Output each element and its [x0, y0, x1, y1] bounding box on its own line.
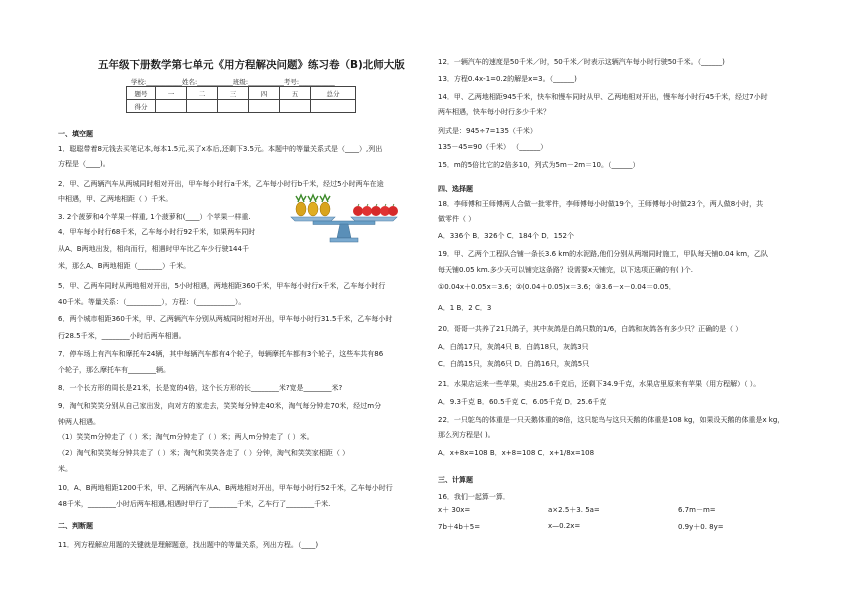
score-cell: 三 — [218, 87, 249, 100]
balance-scale-illustration — [285, 192, 403, 250]
question-line: A．白鸽17只，灰鸽4只 B．白鸽18只，灰鸽3只 — [438, 343, 589, 351]
question-line: 12．一辆汽车的速度是50千米／时，50千米／时表示这辆汽车每小时行驶50千米。（______) — [438, 58, 725, 66]
question-line: 20．哥哥一共养了21只鸽子，其中灰鸽是白鸽只数的1/6，白鸽和灰鸽各有多少只？正确的是（ ） — [438, 325, 743, 333]
question-line: 13．方程0.4x-1=0.2的解是x=3。（______) — [438, 75, 577, 83]
question-line: 48千米，________小时后两车相遇,相遇时甲行了________千米，乙车行了________千米. — [58, 500, 331, 508]
score-cell — [311, 100, 356, 113]
question-line: 14．甲、乙两地相距945千米，快车和慢车同时从甲、乙两地相对开出，慢车每小时行45千米，经过7小时 — [438, 93, 768, 101]
score-cell — [187, 100, 218, 113]
score-cell: 二 — [187, 87, 218, 100]
question-line: 行28.5千米，________小时后两车相遇。 — [58, 332, 186, 340]
question-line: 8．一个长方形的周长是21米，长是宽的4倍，这个长方形的长________米?宽是________米? — [58, 384, 343, 392]
calc-item: 7b＋4b＋5= — [438, 523, 481, 531]
question-line: 11．列方程解应用题的关键就是理解题意，找出题中的等量关系，列出方程。（____) — [58, 541, 319, 549]
question-line: 21．水果店运来一些苹果，卖出25.6千克后，还剩下34.9千克，水果店里原来有苹果（用方程解）（ ）。 — [438, 380, 761, 388]
question-line: 7．停车场上有汽车和摩托车24辆，其中每辆汽车都有4个轮子，每辆摩托车都有3个轮子，这些车共有86 — [58, 350, 384, 358]
score-cell: 一 — [156, 87, 187, 100]
question-line: 135－45=90（千米） （______） — [438, 143, 548, 151]
question-line: ①0.04x＋0.05x＝3.6；②(0.04＋0.05)x＝3.6；③3.6－x－0.04＝0.05． — [438, 283, 676, 291]
question-line: 2．甲、乙两辆汽车从两城同时相对开出，甲车每小时行a千米，乙车每小时行b千米，经过5小时两车在途 — [58, 180, 384, 188]
balance-scale-icon — [291, 217, 397, 242]
score-table-header-row — [127, 87, 356, 100]
question-line: 15．m的5倍比它的2倍多10，列式为5m－2m＝10。（______） — [438, 161, 640, 169]
question-line: 米，那么A、B两地相距（_______）千米。 — [58, 262, 191, 270]
calc-item: x＋ 30x= — [438, 506, 471, 514]
question-line: 那么列方程是( )。 — [438, 431, 495, 439]
question-line: 40千米。等量关系：（__________），方程：（___________）。 — [58, 298, 246, 306]
score-cell: 总分 — [311, 87, 356, 100]
section-heading: 三、计算题 — [438, 476, 473, 484]
question-line: 22．一只鸵鸟的体重是一只天鹅体重的8倍，这只鸵鸟与这只天鹅的体重是108 kg，如果设天鹅的体重是x kg， — [438, 416, 785, 424]
score-table-row — [127, 100, 356, 113]
section-heading: 一、填空题 — [58, 130, 93, 138]
question-line: 个轮子，那么摩托车有________辆。 — [58, 366, 170, 374]
question-line: 1．聪聪带着8元钱去买笔记本,每本1.5元,买了x本后,还剩下3.5元。本题中的等量关系式是（____）,列出 — [58, 145, 383, 153]
question-line: （2）淘气和笑笑每分钟共走了（ ）米；淘气和笑笑各走了（ ）分钟，淘气和笑笑家相距（ ） — [58, 449, 350, 457]
question-line: 5．甲、乙两车同时从两地相对开出，5小时相遇，两地相距360千米，甲车每小时行x千米，乙车每小时行 — [58, 282, 386, 290]
question-line: 方程是（____)。 — [58, 160, 110, 168]
calc-item: x—0.2x= — [548, 522, 581, 530]
calc-item: 0.9y＋0. 8y= — [678, 523, 724, 531]
question-line: 从A、B两地出发，相向而行，相遇时甲车比乙车少行驶144千 — [58, 245, 249, 253]
section-heading: 四、选择题 — [438, 185, 473, 193]
question-line: 米。 — [58, 465, 72, 473]
score-cell — [280, 100, 311, 113]
section-heading: 二、判断题 — [58, 522, 93, 530]
question-line: 做零件（ ） — [438, 215, 476, 223]
question-line: 6．两个城市相距360千米，甲、乙两辆汽车分别从两城同时相对开出，甲车每小时行31.5千米，乙车每小时 — [58, 315, 393, 323]
question-line: 列式是：945÷7=135（千米） — [438, 127, 537, 135]
score-cell: 五 — [280, 87, 311, 100]
question-line: A．9.3千克 B．60.5千克 C．6.05千克 D．25.6千克 — [438, 398, 607, 406]
student-info-line: 学校:___________姓名:___________班级:___________考号:___________ — [131, 78, 335, 86]
question-line: C．白鸽15只，灰鸽6只 D．白鸽16只，灰鸽5只 — [438, 360, 590, 368]
question-line: 4．甲车每小时行68千米，乙车每小时行92千米，如果两车同时 — [58, 228, 256, 236]
score-cell — [249, 100, 280, 113]
question-line: 3. 2个菠萝和4个苹果一样重, 1个菠萝和(____）个苹果一样重. — [58, 213, 251, 221]
question-line: 16．我们一起算一算． — [438, 493, 510, 501]
score-cell — [156, 100, 187, 113]
question-line: 每天铺0.05 km.多少天可以铺完这条路？设需要x天铺完，以下选项正确的有( )个. — [438, 266, 693, 274]
score-cell: 得分 — [127, 100, 156, 113]
question-line: 19．甲、乙两个工程队合铺一条长3.6 km的水泥路,他们分别从两端同时施工，甲队每天铺0.04 km，乙队 — [438, 250, 769, 258]
question-line: A．x+8x=108 B．x+8=108 C．x+1/8x=108 — [438, 449, 595, 457]
page-title: 五年级下册数学第七单元《用方程解决问题》练习卷（B)北师大版 — [98, 59, 405, 71]
question-line: 钟两人相遇。 — [58, 418, 100, 426]
score-table — [126, 86, 356, 113]
question-line: 9．淘气和笑笑分别从自己家出发，向对方的家走去，笑笑每分钟走40米，淘气每分钟走70米，经过m分 — [58, 402, 382, 410]
score-cell: 题号 — [127, 87, 156, 100]
question-line: 10．A、B两地相距1200千米，甲、乙两辆汽车从A、B两地相对开出，甲车每小时行52千米，乙车每小时行 — [58, 484, 393, 492]
score-cell — [218, 100, 249, 113]
apple-icon — [353, 204, 398, 216]
pineapple-icon — [296, 195, 330, 216]
question-line: 两车相遇，快车每小时行多少千米？ — [438, 108, 550, 116]
score-cell: 四 — [249, 87, 280, 100]
question-line: 中相遇，甲、乙两地相距（ ）千米。 — [58, 195, 173, 203]
calc-item: a×2.5＋3. 5a= — [548, 506, 600, 514]
question-line: 18．李师傅和王师傅两人合做一批零件，李师傅每小时做19个，王师傅每小时做23个，两人做8小时，共 — [438, 200, 764, 208]
question-line: A．336个 B．326个 C．184个 D．152个 — [438, 232, 574, 240]
question-line: （1）笑笑m分钟走了（ ）米；淘气m分钟走了（ ）米；两人m分钟走了（ ）米。 — [58, 433, 314, 441]
question-line: A．1 B．2 C．3 — [438, 304, 492, 312]
calc-item: 6.7m－m= — [678, 506, 716, 514]
